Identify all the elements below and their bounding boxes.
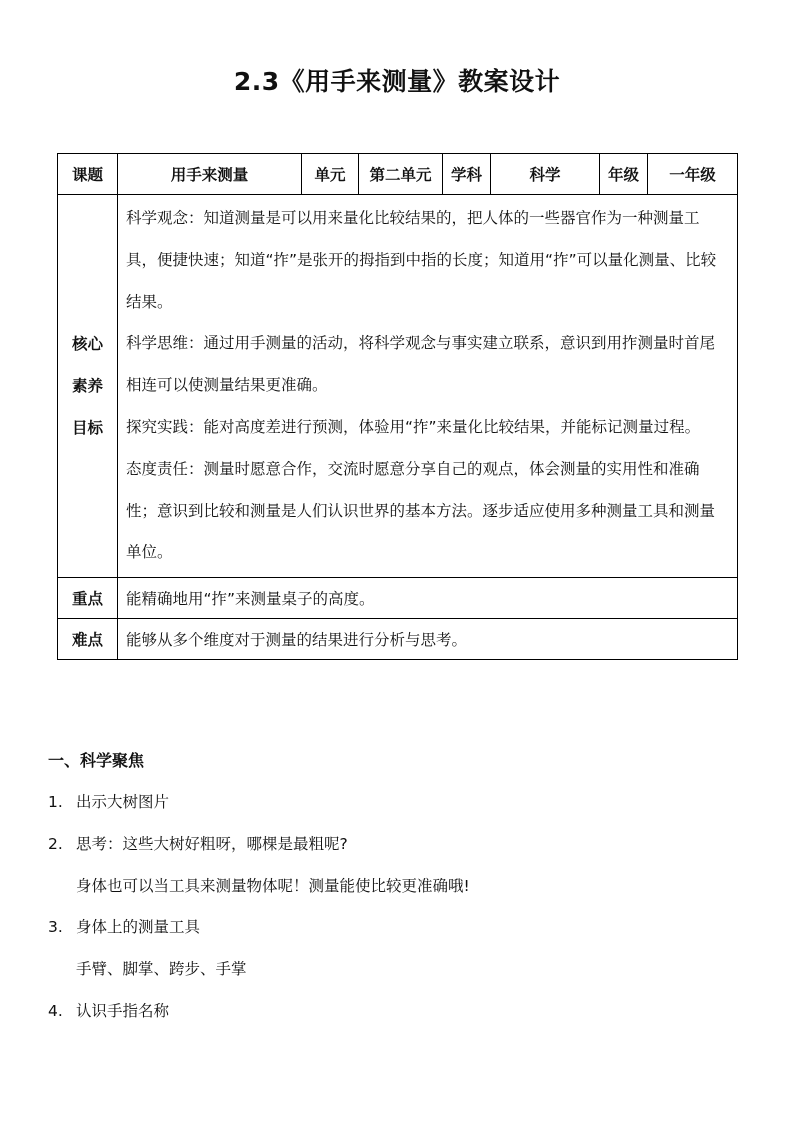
difficulty-label: 难点	[58, 619, 118, 660]
unit-value: 第二单元	[359, 154, 443, 195]
goals-content	[118, 195, 738, 578]
grade-value: 一年级	[648, 154, 738, 195]
goal-inquiry-practice: 探究实践：能对高度差进行预测，体验用“拃”来量化比较结果，并能标记测量过程。	[126, 417, 701, 436]
table-header-row	[58, 154, 738, 195]
key-point-label: 重点	[58, 578, 118, 619]
key-point-row	[58, 578, 738, 619]
unit-label: 单元	[302, 154, 359, 195]
goals-label: 核心 素养 目标	[58, 195, 118, 578]
topic-value: 用手来测量	[118, 154, 302, 195]
goal-science-thinking: 科学思维：通过用手测量的活动，将科学观念与事实建立联系，意识到用拃测量时首尾相连可以使测量结果更准确。	[126, 334, 716, 395]
goals-row	[58, 195, 738, 578]
difficulty-text: 能够从多个维度对于测量的结果进行分析与思考。	[118, 619, 738, 660]
difficulty-row	[58, 619, 738, 660]
page-title: 2.3《用手来测量》教案设计	[233, 67, 561, 96]
section-heading: 一、科学聚焦	[48, 751, 145, 770]
subject-label: 学科	[443, 154, 491, 195]
lesson-info-table	[57, 153, 738, 660]
grade-label: 年级	[600, 154, 648, 195]
goal-attitude-responsibility: 态度责任：测量时愿意合作，交流时愿意分享自己的观点，体会测量的实用性和准确性；意识到比较和测量是人们认识世界的基本方法。逐步适应使用多种测量工具和测量单位。	[126, 459, 716, 562]
subject-value: 科学	[491, 154, 600, 195]
topic-label: 课题	[58, 154, 118, 195]
goal-science-concept: 科学观念：知道测量是可以用来量化比较结果的，把人体的一些器官作为一种测量工具，便捷快速；知道“拃”是张开的拇指到中指的长度；知道用“拃”可以量化测量、比较结果。	[126, 209, 717, 311]
key-point-text: 能精确地用“拃”来测量桌子的高度。	[118, 578, 738, 619]
